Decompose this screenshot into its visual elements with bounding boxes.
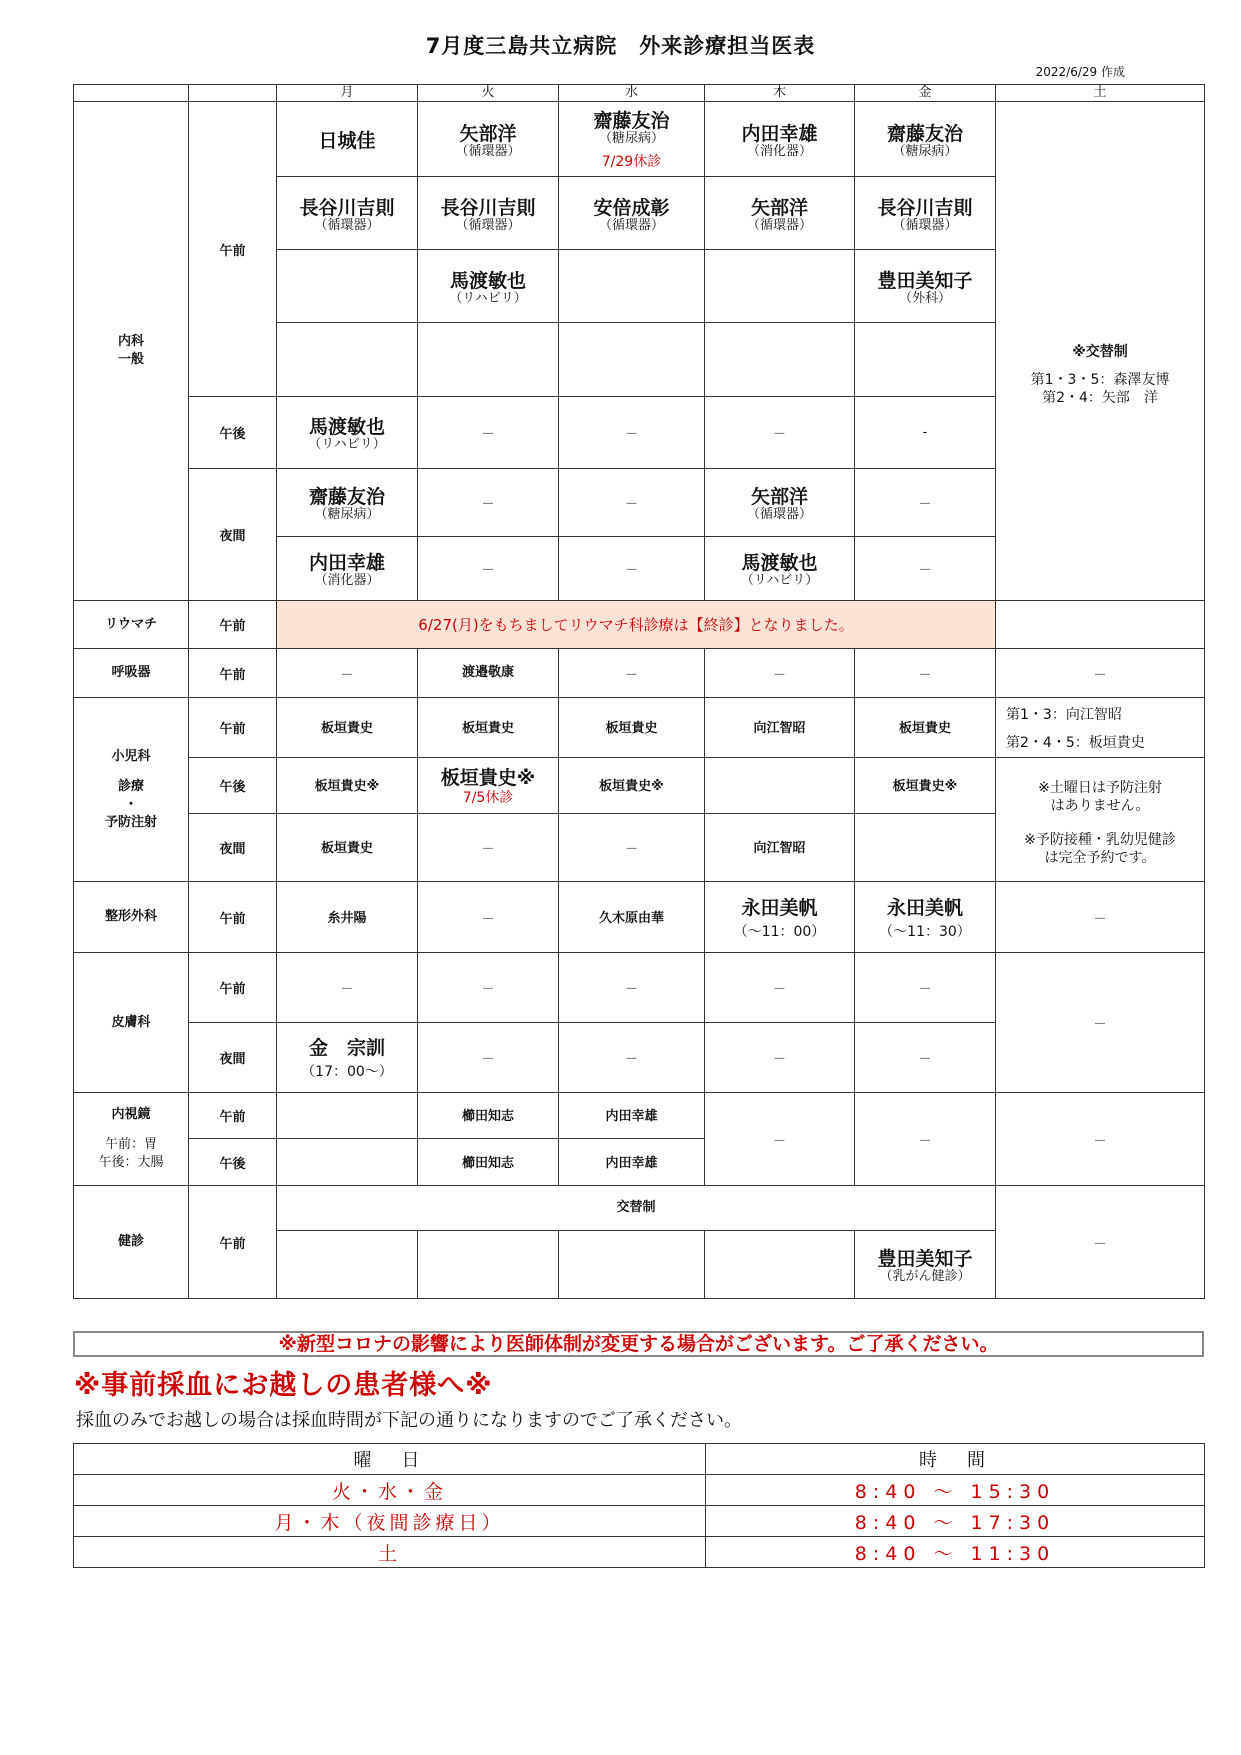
header-day: 月 (277, 85, 418, 102)
rheum-row (74, 601, 1205, 649)
cell-none: － (559, 397, 705, 469)
dept-rheum: リウマチ (74, 601, 189, 649)
cell-doctor: 内田幸雄 (559, 1139, 705, 1186)
cell-none: － (996, 882, 1205, 953)
doctor-name: 長谷川吉則 (440, 196, 536, 219)
blood-row (74, 1475, 1205, 1506)
cell-doctor (277, 469, 418, 537)
doctor-specialty: （リハビリ） (740, 573, 819, 588)
doctor-name: 矢部洋 (750, 486, 808, 508)
slot-am: 午前 (189, 953, 277, 1023)
doctor-name: 齋藤友治 (308, 486, 385, 508)
header-day: 水 (559, 85, 705, 102)
header-day: 火 (418, 85, 559, 102)
blood-col-day: 曜 日 (74, 1444, 706, 1475)
cell-doctor (277, 397, 418, 469)
cell-none: － (418, 814, 559, 882)
doctor-name: 日城佳 (318, 129, 376, 152)
rheum-notice: 6/27(月)をもちましてリウマチ科診療は【終診】となりました。 (277, 601, 996, 649)
cell-empty (855, 814, 996, 882)
cell-doctor (855, 102, 996, 177)
blood-col-time: 時 間 (706, 1444, 1205, 1475)
dept-checkup: 健診 (74, 1186, 189, 1299)
blood-day: 月・木（夜間診療日） (74, 1506, 706, 1537)
cell-none: － (559, 814, 705, 882)
doctor-name: 長谷川吉則 (299, 196, 395, 219)
doctor-specialty: （循環器） (746, 217, 812, 233)
doctor-name: 安倍成彰 (593, 196, 670, 219)
cell-none: － (559, 469, 705, 537)
dept-naika-line2: 一般 (117, 352, 144, 367)
cell-empty (277, 1093, 418, 1139)
created-date: 2022/6/29 作成 (1035, 65, 1125, 79)
cell-doctor (277, 537, 418, 601)
dept-peds-line: 診療 (117, 778, 144, 794)
ortho-row (74, 882, 1205, 953)
closure-note: 7/5休診 (462, 790, 514, 806)
cell-doctor: 板垣貴史 (418, 698, 559, 758)
covid-warning: ※新型コロナの影響により医師体制が変更する場合がございます。ご了承ください。 (73, 1331, 1204, 1357)
doctor-specialty: （循環器） (892, 217, 958, 233)
cell-none: － (855, 649, 996, 698)
cell-empty (418, 1231, 559, 1299)
doctor-specialty: （リハビリ） (308, 437, 386, 452)
cell-none: － (705, 1093, 855, 1186)
cell-none: － (855, 469, 996, 537)
cell-doctor (277, 102, 418, 177)
slot-am: 午前 (189, 1093, 277, 1139)
header-blank (189, 85, 277, 102)
peds-am-row (74, 698, 1205, 758)
cell-doctor: 向江智昭 (705, 814, 855, 882)
cell-doctor: 板垣貴史※ (277, 758, 418, 814)
cell-empty (559, 1231, 705, 1299)
cell-none: － (418, 397, 559, 469)
slot-night: 夜間 (189, 814, 277, 882)
peds-sat-line: は完全予約です。 (1044, 850, 1156, 866)
doctor-specialty: （消化器） (746, 143, 812, 159)
blood-day: 火・水・金 (74, 1475, 706, 1506)
dept-endo-title: 内視鏡 (111, 1107, 151, 1122)
doctor-name: 馬渡敏也 (741, 552, 818, 574)
cell-doctor: 板垣貴史 (277, 698, 418, 758)
doctor-hours: （～11：30） (879, 923, 971, 940)
slot-night: 夜間 (189, 469, 277, 601)
cell-doctor: 櫛田知志 (418, 1093, 559, 1139)
cell-doctor (705, 537, 855, 601)
rotation-title: ※交替制 (1072, 344, 1128, 360)
cell-doctor (705, 469, 855, 537)
cell-saturday-rotation (996, 102, 1205, 601)
cell-empty (996, 601, 1205, 649)
cell-empty (705, 323, 855, 397)
cell-doctor (705, 102, 855, 177)
cell-none: － (996, 953, 1205, 1093)
dept-derm: 皮膚科 (74, 953, 189, 1093)
cell-doctor: 板垣貴史 (277, 814, 418, 882)
dept-ortho: 整形外科 (74, 882, 189, 953)
doctor-name: 板垣貴史※ (440, 767, 536, 789)
cell-none: － (855, 1023, 996, 1093)
dept-peds-line: 予防注射 (104, 814, 157, 830)
cell-none: － (996, 1186, 1205, 1299)
cell-doctor (559, 102, 705, 177)
cell-doctor (705, 882, 855, 953)
cell-doctor: 板垣貴史 (855, 698, 996, 758)
slot-am: 午前 (189, 1186, 277, 1299)
derm-am-row (74, 953, 1205, 1023)
cell-doctor: 久木原由華 (559, 882, 705, 953)
cell-empty (277, 1139, 418, 1186)
cell-doctor (418, 177, 559, 250)
rotation-line: 第1・3・5：森澤友博 (1030, 372, 1170, 388)
doctor-specialty: （消化器） (314, 573, 380, 588)
peds-sat-line: はありません。 (1050, 798, 1150, 814)
cell-none: - (855, 397, 996, 469)
cell-empty (705, 758, 855, 814)
doctor-name: 馬渡敏也 (308, 416, 385, 438)
blood-day: 土 (74, 1537, 706, 1568)
cell-none: － (418, 469, 559, 537)
doctor-specialty: （乳がん健診） (879, 1269, 971, 1284)
cell-none: － (996, 1093, 1205, 1186)
doctor-specialty: （糖尿病） (892, 143, 958, 159)
rotation-line: 第2・4：矢部 洋 (1042, 390, 1158, 406)
blood-info: 採血のみでお越しの場合は採血時間が下記の通りになりますのでご了承ください。 (76, 1410, 742, 1431)
cell-doctor (855, 250, 996, 323)
cell-doctor (418, 250, 559, 323)
cell-doctor: 糸井陽 (277, 882, 418, 953)
blood-row (74, 1506, 1205, 1537)
doctor-name: 矢部洋 (459, 122, 517, 145)
dept-endo (74, 1093, 189, 1186)
cell-doctor (855, 1231, 996, 1299)
schedule-table (73, 84, 1205, 1299)
doctor-specialty: （糖尿病） (314, 507, 380, 522)
cell-doctor (277, 177, 418, 250)
blood-heading: ※事前採血にお越しの患者様へ※ (74, 1370, 493, 1401)
naika-am-row-1 (74, 102, 1205, 177)
doctor-name: 齋藤友治 (593, 110, 670, 132)
cell-none: － (418, 537, 559, 601)
blood-row (74, 1537, 1205, 1568)
blood-time: 8:40 ～ 15:30 (706, 1475, 1205, 1506)
doctor-name: 豊田美知子 (877, 269, 973, 292)
cell-doctor: 内田幸雄 (559, 1093, 705, 1139)
resp-row (74, 649, 1205, 698)
cell-none: － (855, 953, 996, 1023)
dept-peds-line: 小児科 (111, 748, 151, 764)
cell-none: － (277, 953, 418, 1023)
doctor-name: 豊田美知子 (877, 1248, 973, 1270)
slot-pm: 午後 (189, 397, 277, 469)
peds-sat-line: ※予防接種・乳幼児健診 (1024, 832, 1176, 848)
doctor-hours: （17：00～） (301, 1064, 393, 1080)
dept-endo-sub: 午後：大腸 (98, 1155, 164, 1170)
cell-empty (855, 323, 996, 397)
slot-am: 午前 (189, 601, 277, 649)
cell-empty (705, 250, 855, 323)
dept-peds (74, 698, 189, 882)
cell-doctor: 櫛田知志 (418, 1139, 559, 1186)
dept-resp: 呼吸器 (74, 649, 189, 698)
slot-pm: 午後 (189, 758, 277, 814)
peds-sat-line: 第2・4・5：板垣貴史 (1006, 735, 1145, 751)
doctor-specialty: （外科） (898, 290, 951, 306)
checkup-rotation: 交替制 (277, 1186, 996, 1231)
cell-empty (277, 323, 418, 397)
doctor-name: 馬渡敏也 (449, 269, 526, 292)
cell-none: － (418, 882, 559, 953)
cell-doctor (855, 177, 996, 250)
doctor-name: 齋藤友治 (886, 122, 963, 145)
cell-empty (559, 323, 705, 397)
cell-none: － (996, 649, 1205, 698)
cell-doctor (418, 758, 559, 814)
doctor-name: 永田美帆 (741, 896, 818, 919)
doctor-name: 永田美帆 (886, 896, 963, 919)
cell-doctor: 板垣貴史※ (855, 758, 996, 814)
header-day: 土 (996, 85, 1205, 102)
header-blank (74, 85, 189, 102)
slot-am: 午前 (189, 102, 277, 397)
endo-am-row (74, 1093, 1205, 1139)
dept-peds-line: ・ (124, 796, 138, 812)
doctor-name: 内田幸雄 (308, 552, 385, 574)
blood-time: 8:40 ～ 11:30 (706, 1537, 1205, 1568)
cell-none: － (277, 649, 418, 698)
cell-doctor (277, 1023, 418, 1093)
cell-none: － (559, 953, 705, 1023)
cell-none: － (418, 953, 559, 1023)
dept-naika-line1: 内科 (117, 334, 144, 349)
doctor-specialty: （糖尿病） (598, 131, 664, 146)
cell-empty (277, 250, 418, 323)
cell-empty (277, 1231, 418, 1299)
slot-am: 午前 (189, 649, 277, 698)
cell-empty (418, 323, 559, 397)
peds-pm-row (74, 758, 1205, 814)
slot-pm: 午後 (189, 1139, 277, 1186)
dept-naika (74, 102, 189, 601)
dept-endo-sub: 午前：胃 (104, 1137, 157, 1152)
blood-time: 8:40 ～ 17:30 (706, 1506, 1205, 1537)
doctor-specialty: （循環器） (746, 507, 812, 522)
cell-doctor: 板垣貴史※ (559, 758, 705, 814)
cell-none: － (705, 1023, 855, 1093)
cell-doctor (418, 102, 559, 177)
cell-doctor: 板垣貴史 (559, 698, 705, 758)
peds-sat-line: 第1・3：向江智昭 (1006, 707, 1122, 723)
cell-none: － (705, 649, 855, 698)
page-title: 7月度三島共立病院 外来診療担当医表 (425, 34, 816, 58)
checkup-row-1 (74, 1186, 1205, 1231)
doctor-specialty: （循環器） (455, 217, 521, 233)
cell-none: － (855, 537, 996, 601)
slot-night: 夜間 (189, 1023, 277, 1093)
slot-am: 午前 (189, 698, 277, 758)
doctor-name: 長谷川吉則 (877, 196, 973, 219)
blood-table (73, 1443, 1205, 1568)
cell-none: － (418, 1023, 559, 1093)
cell-saturday-peds-notes (996, 758, 1205, 882)
doctor-hours: （～11：00） (733, 923, 826, 940)
cell-none: － (705, 953, 855, 1023)
cell-empty (559, 250, 705, 323)
doctor-specialty: （循環器） (314, 217, 380, 233)
cell-saturday-peds (996, 698, 1205, 758)
header-day: 木 (705, 85, 855, 102)
cell-doctor: 渡邉敬康 (418, 649, 559, 698)
cell-none: － (855, 1093, 996, 1186)
cell-doctor: 向江智昭 (705, 698, 855, 758)
slot-am: 午前 (189, 882, 277, 953)
doctor-specialty: （循環器） (598, 217, 664, 233)
cell-doctor (559, 177, 705, 250)
doctor-name: 矢部洋 (750, 196, 808, 219)
cell-none: － (705, 397, 855, 469)
cell-doctor (855, 882, 996, 953)
doctor-name: 金 宗訓 (308, 1037, 385, 1059)
doctor-specialty: （循環器） (455, 143, 521, 159)
peds-sat-line: ※土曜日は予防注射 (1038, 780, 1162, 796)
cell-doctor (705, 177, 855, 250)
header-day: 金 (855, 85, 996, 102)
doctor-specialty: （リハビリ） (449, 290, 527, 306)
header-row (74, 85, 1205, 102)
doctor-name: 内田幸雄 (741, 122, 818, 145)
closure-note: 7/29休診 (601, 154, 662, 170)
blood-header-row (74, 1444, 1205, 1475)
cell-empty (705, 1231, 855, 1299)
cell-none: － (559, 537, 705, 601)
cell-none: － (559, 1023, 705, 1093)
cell-none: － (559, 649, 705, 698)
